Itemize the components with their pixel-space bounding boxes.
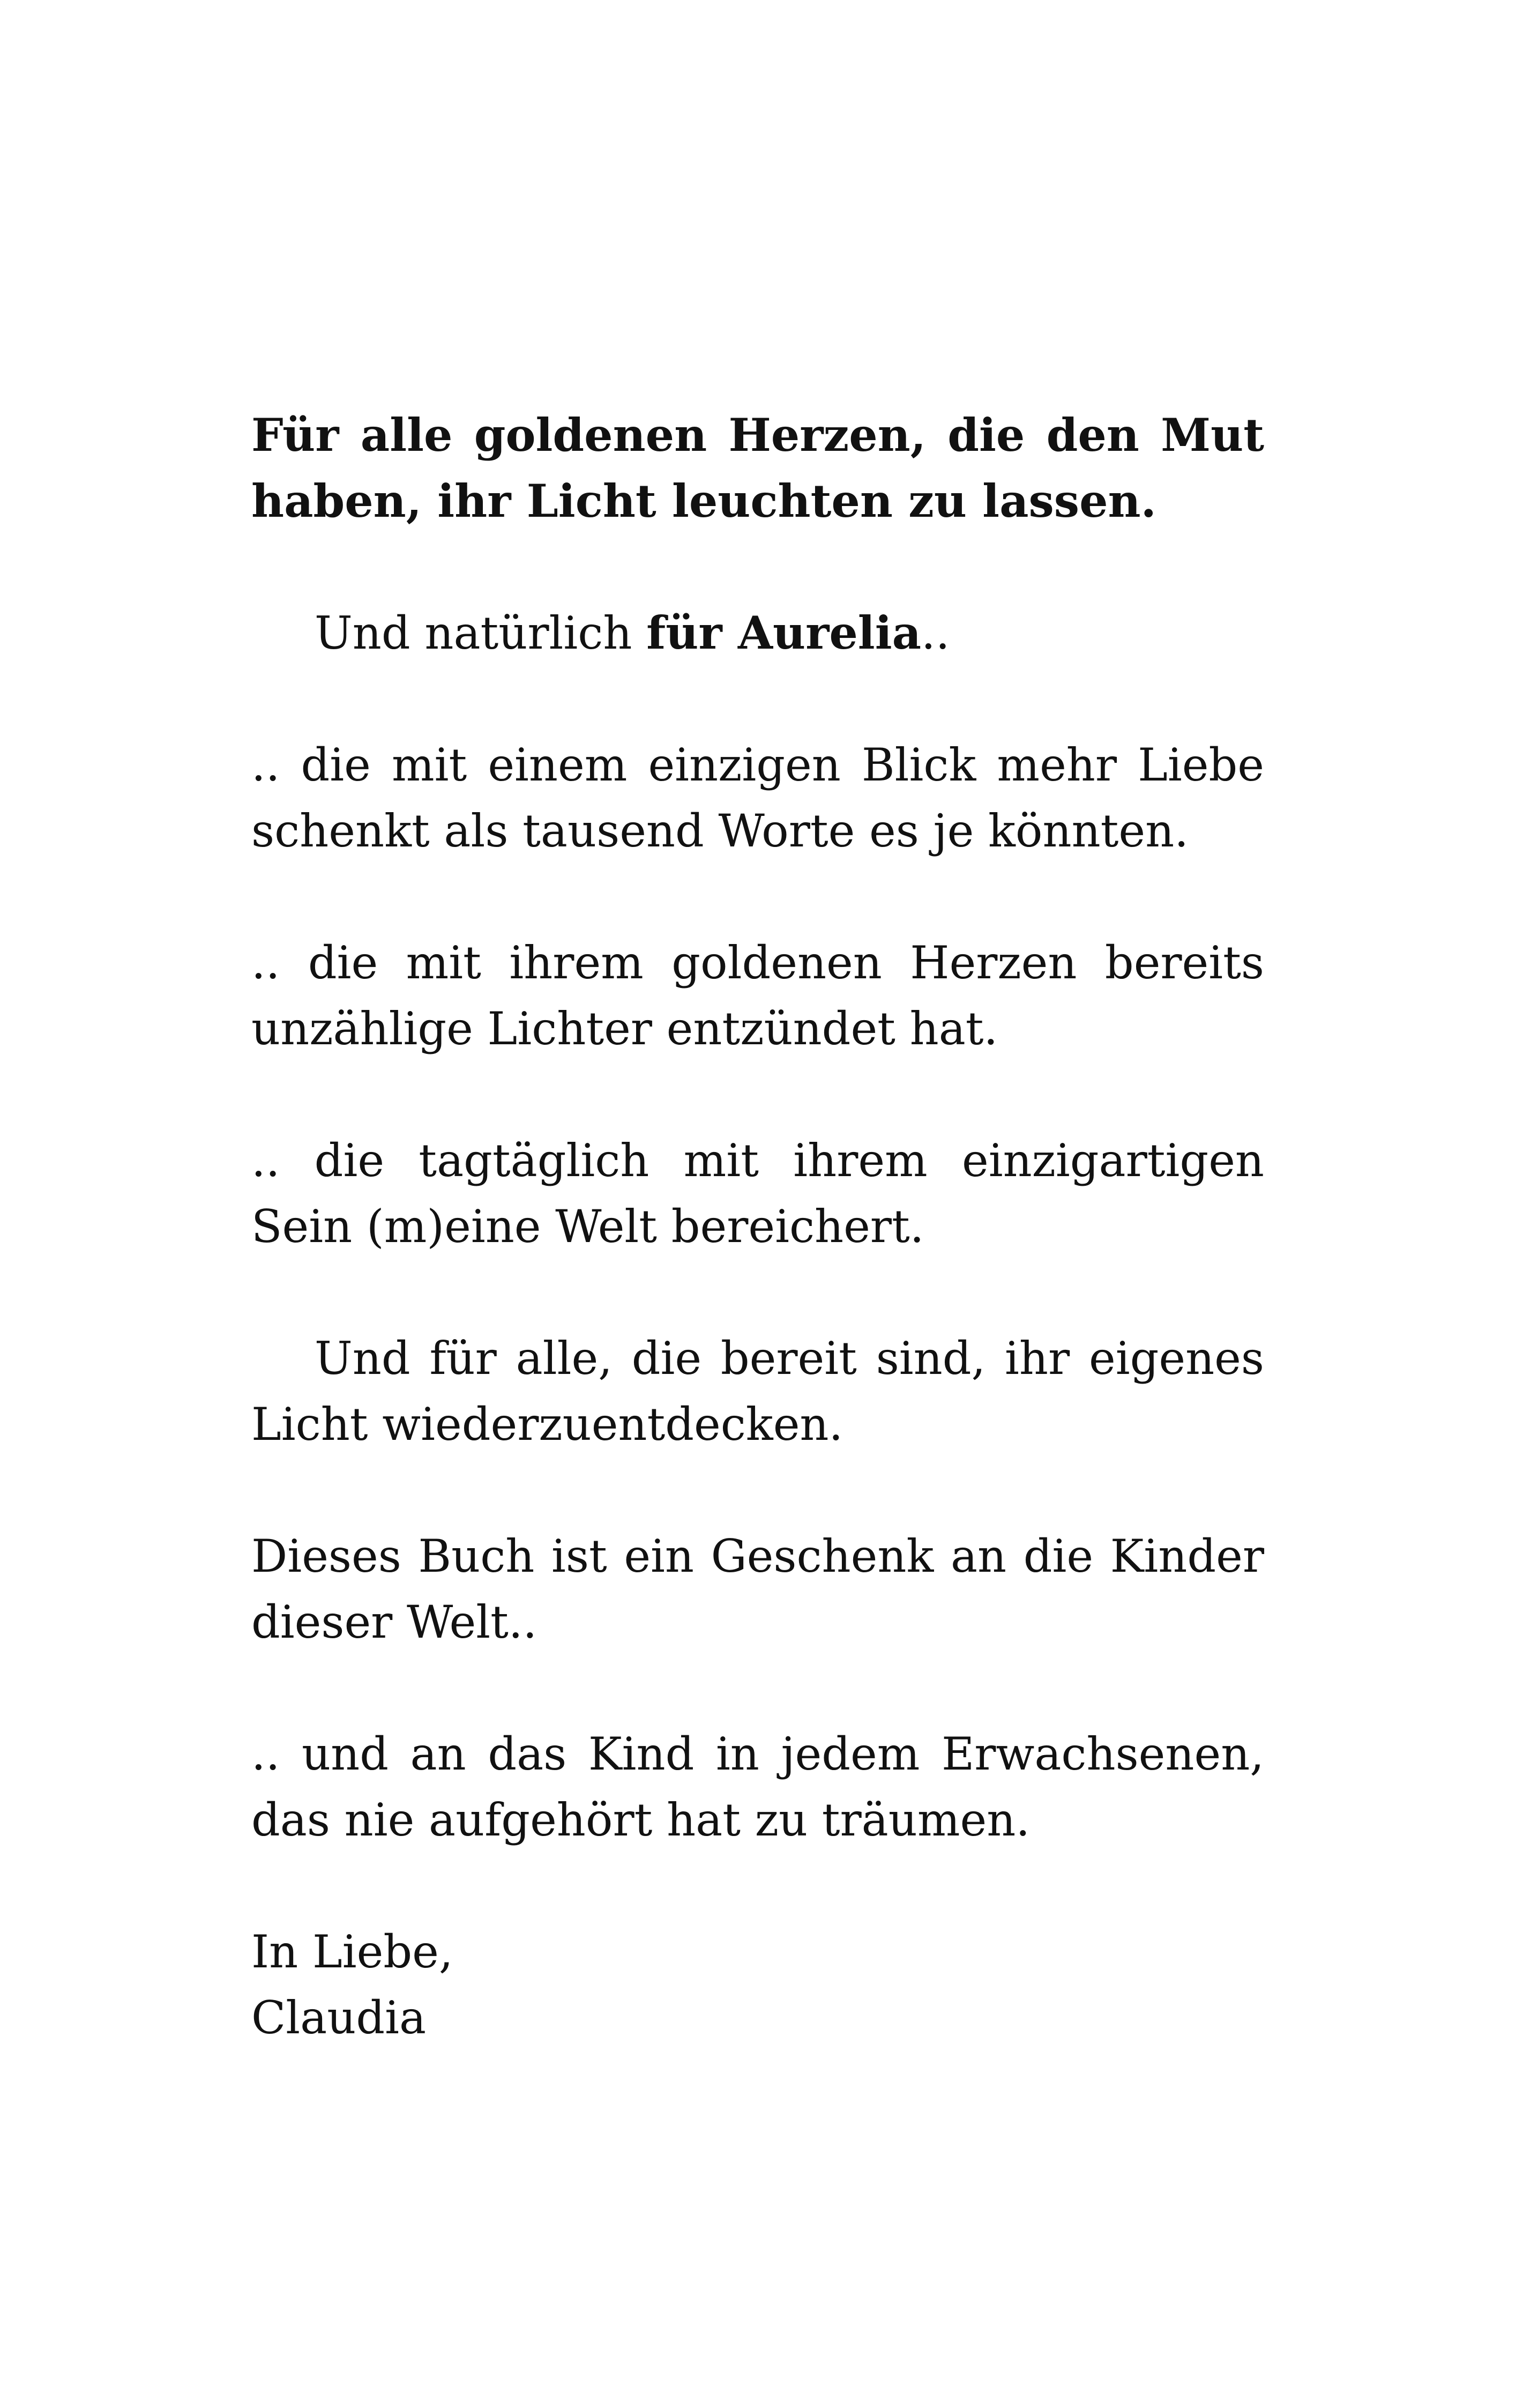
aurelia-name: für Aurelia: [646, 606, 922, 659]
paragraph-blick: .. die mit einem einzigen Blick mehr Liebe schenkt als tausend Worte es je könnten.: [251, 739, 1264, 857]
dedication-heading: Für alle goldenen Herzen, die den Mut haben, ihr Licht leuchten zu lassen.: [251, 408, 1264, 527]
aurelia-prefix: Und natürlich: [315, 607, 647, 659]
paragraph-herzen: .. die mit ihrem goldenen Herzen bereits unzählige Lichter entzündet hat.: [251, 937, 1264, 1055]
aurelia-paragraph: [251, 600, 1264, 666]
aurelia-suffix: ..: [921, 607, 950, 659]
closing-block: [251, 1919, 1264, 2051]
paragraph-sein: .. die tagtäglich mit ihrem einzigartigen Sein (m)eine Welt bereichert.: [251, 1134, 1264, 1253]
paragraph-alle: Und für alle, die bereit sind, ihr eigenes Licht wiederzuentdecken.: [251, 1332, 1264, 1451]
dedication-text: [251, 402, 1264, 2051]
paragraph-kind: .. und an das Kind in jedem Erwachsenen, das nie aufgehört hat zu träumen.: [251, 1728, 1264, 1846]
closing-line: In Liebe,: [251, 1926, 453, 1978]
paragraph-geschenk: Dieses Buch ist ein Geschenk an die Kinder dieser Welt..: [251, 1530, 1264, 1648]
signature-name: Claudia: [251, 1991, 427, 2044]
